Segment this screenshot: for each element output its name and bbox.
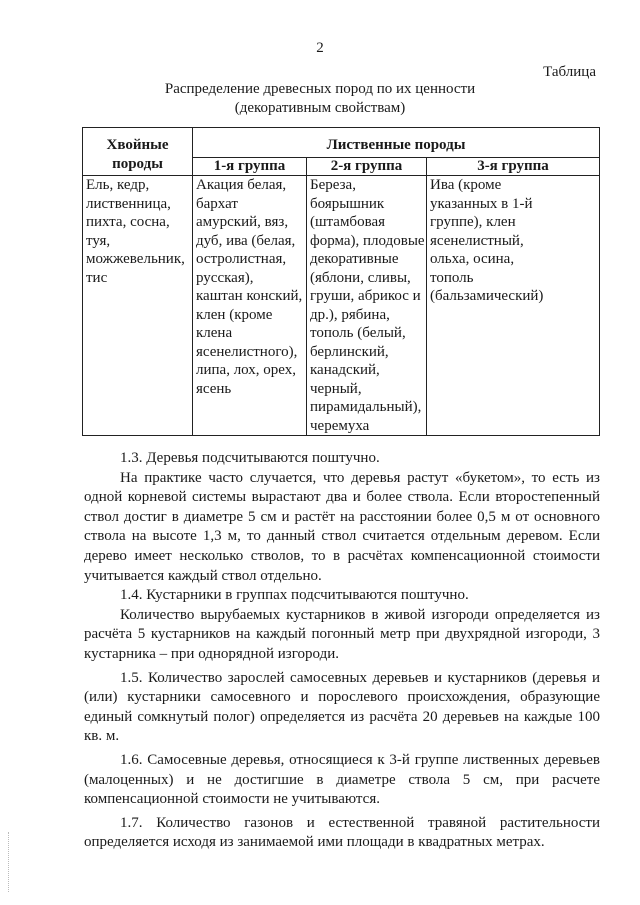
line: группе), клен	[430, 214, 516, 230]
table-caption	[0, 80, 640, 118]
line: тис	[86, 269, 108, 286]
line: берлинский,	[310, 343, 389, 360]
line: боярышник	[310, 195, 385, 212]
line: Береза,	[310, 177, 356, 193]
line: клена	[196, 325, 233, 341]
paragraph-1-3: 1.3. Деревья подсчитываются поштучно.	[120, 450, 380, 466]
page-number: 2	[316, 40, 324, 56]
line: лиственница,	[86, 195, 171, 212]
header-group-2: 2-я группа	[307, 158, 427, 176]
header-group-1: 1-я группа	[193, 158, 307, 176]
header-group-3: 3-я группа	[427, 158, 600, 176]
line: каштан конский,	[196, 288, 303, 304]
line: можжевельник,	[86, 251, 185, 267]
line: остролистная,	[196, 251, 287, 267]
line: черный,	[310, 380, 362, 397]
line: ясенелистный,	[430, 232, 524, 249]
line: тополь	[430, 269, 474, 286]
paragraph-1-6: 1.6. Самосевные деревья, относящиеся к 3-й группе лиственных деревьев (малоценных) и не достигшие в диаметре ствола 5 см, при расчете компенсационной стоимости не учитываются.	[84, 751, 600, 808]
line: Ель, кедр,	[86, 177, 150, 193]
header-conifer-line-2: породы	[112, 155, 163, 172]
line: (штамбовая	[310, 214, 386, 230]
table-label: Таблица	[543, 64, 596, 80]
paragraph-1-4: 1.4. Кустарники в группах подсчитываются поштучно.	[120, 587, 469, 604]
line: (бальзамический)	[430, 288, 544, 304]
line: (яблони, сливы,	[310, 269, 411, 286]
caption-line-1: Распределение древесных пород по их ценности	[164, 81, 476, 97]
cell-group-2	[307, 176, 427, 436]
cell-group-1	[193, 176, 307, 436]
line: ясенелистного),	[196, 343, 298, 360]
line: липа, лох, орех,	[196, 362, 297, 378]
line: указанных в 1-й	[430, 195, 533, 212]
line: дуб, ива (белая,	[196, 232, 296, 249]
line: черемуха	[310, 417, 370, 434]
line: Ива (кроме	[430, 177, 502, 193]
cell-conifer	[83, 176, 193, 436]
paragraph-hedge: Количество вырубаемых кустарников в живой изгороди определяется из расчёта 5 кустарников на каждый погонный метр при двухрядной изгороди, 3 кустарника – при однорядной изгороди.	[84, 606, 600, 662]
header-conifer	[83, 128, 193, 176]
line: груши, абрикос и	[310, 288, 421, 304]
line: туя,	[86, 232, 111, 249]
line: бархат	[196, 195, 238, 212]
caption-line-2: (декоративным свойствам)	[234, 100, 406, 116]
tree-species-table	[82, 127, 600, 436]
line: пирамидальный),	[310, 399, 422, 415]
cell-group-3	[427, 176, 600, 436]
line: тополь (белый,	[310, 325, 406, 341]
line: др.), рябина,	[310, 306, 390, 323]
line: декоративные	[310, 251, 399, 267]
header-deciduous: Лиственные породы	[193, 128, 600, 158]
body-text	[84, 449, 600, 853]
paragraph-1-5: 1.5. Количество зарослей самосевных деревьев и кустарников (деревья и (или) кустарники самосевного и порослевого происхождения, образующие единый сомкнутый полог) определяется из расчёта 20 деревьев на каждые 100 кв. м.	[84, 669, 600, 745]
paragraph-1-7: 1.7. Количество газонов и естественной травяной растительности определяется исходя из занимаемой ими площади в квадратных метрах.	[84, 814, 600, 851]
paragraph-bouquet: На практике часто случается, что деревья растут «букетом», то есть из одной корневой системы вырастают два и более ствола. Если второстепенный ствол достиг в диаметре 5 см и растёт на расстоянии более 0,5 м от основного ствола на высоте 1,3 м, то данный ствол считается отдельным деревом. Если дерево имеет несколько стволов, то в расчётах компенсационной стоимости учитывается каждый ствол отдельно.	[84, 469, 600, 584]
line: ольха, осина,	[430, 251, 515, 267]
scan-margin-mark	[8, 832, 11, 892]
line: русская),	[196, 269, 254, 286]
line: клен (кроме	[196, 306, 273, 323]
line: амурский, вяз,	[196, 214, 289, 230]
line: Акация белая,	[196, 177, 287, 193]
line: канадский,	[310, 362, 380, 378]
header-conifer-line-1: Хвойные	[106, 137, 169, 153]
line: пихта, сосна,	[86, 214, 170, 230]
line: форма), плодовые	[310, 232, 425, 249]
line: ясень	[196, 380, 232, 397]
